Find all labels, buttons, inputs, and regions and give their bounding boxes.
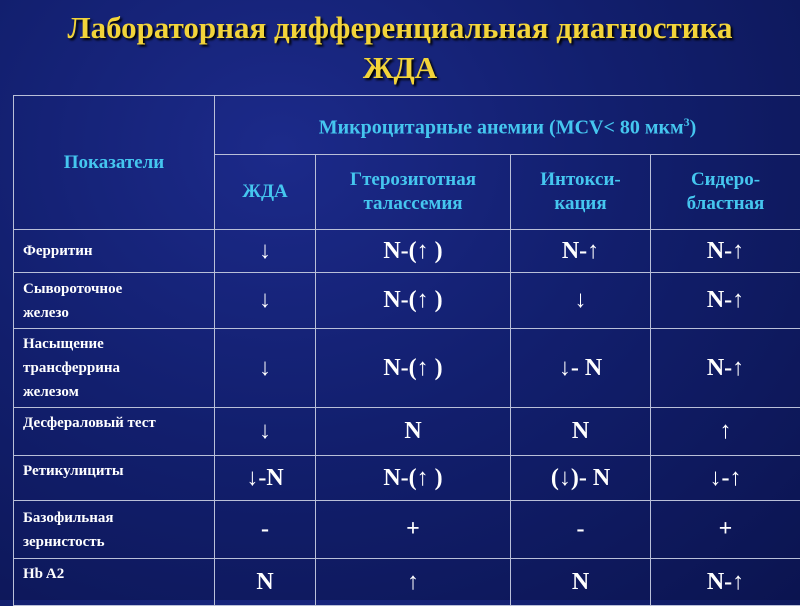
table-row bbox=[14, 501, 800, 559]
table-cell: - bbox=[511, 501, 651, 559]
table-cell: + bbox=[316, 501, 511, 559]
table-cell: N-(↑ ) bbox=[316, 230, 511, 273]
title-line-1: Лабораторная дифференциальная диагностика bbox=[0, 8, 800, 48]
table-row bbox=[14, 273, 800, 329]
row-label-line: Сывороточное bbox=[23, 277, 214, 301]
row-label-hb-a2 bbox=[14, 559, 215, 606]
table-cell: ↓-N bbox=[215, 456, 316, 501]
table-cell: N bbox=[511, 408, 651, 456]
table-cell: ↓ bbox=[215, 230, 316, 273]
row-label-line: железо bbox=[23, 301, 214, 325]
col-header-sideroblastic bbox=[651, 155, 800, 230]
table-row bbox=[14, 408, 800, 456]
table-cell: ↑ bbox=[316, 559, 511, 606]
row-label-line: Ферритин bbox=[23, 239, 214, 263]
table-cell: N-↑ bbox=[651, 559, 800, 606]
col-header-ida bbox=[215, 155, 316, 230]
table-cell: ↓ bbox=[511, 273, 651, 329]
table-row bbox=[14, 230, 800, 273]
table-cell: N-↑ bbox=[651, 230, 800, 273]
row-label-line: Hb A2 bbox=[23, 562, 214, 586]
col-header-line: бластная bbox=[651, 192, 800, 216]
table-cell: ↑ bbox=[651, 408, 800, 456]
col-header-line: Гтерозиготная bbox=[316, 168, 510, 192]
row-label-basophilic-stippling bbox=[14, 501, 215, 559]
row-label-line: Ретикулициты bbox=[23, 459, 214, 483]
table-cell: N-↑ bbox=[651, 273, 800, 329]
row-label-ferritin bbox=[14, 230, 215, 273]
group-header-text: Микроцитарные анемии (MCV< 80 мкм bbox=[319, 117, 684, 139]
title-line-2: ЖДА bbox=[0, 48, 800, 88]
table-cell: (↓)- N bbox=[511, 456, 651, 501]
microcytic-anemia-header bbox=[215, 96, 800, 155]
table-cell: ↓ bbox=[215, 408, 316, 456]
table-row bbox=[14, 456, 800, 501]
table-cell: N-(↑ ) bbox=[316, 273, 511, 329]
table-cell: ↓-↑ bbox=[651, 456, 800, 501]
row-label-line: зернистость bbox=[23, 530, 214, 554]
row-label-serum-iron bbox=[14, 273, 215, 329]
table-cell: N bbox=[511, 559, 651, 606]
diagnostics-table bbox=[13, 95, 800, 606]
col-header-line: Сидеро- bbox=[651, 168, 800, 192]
table-cell: N-↑ bbox=[511, 230, 651, 273]
slide-title bbox=[0, 8, 800, 88]
row-label-transferrin-saturation bbox=[14, 329, 215, 408]
table-cell: - bbox=[215, 501, 316, 559]
table-row bbox=[14, 559, 800, 606]
col-header-thalassemia bbox=[316, 155, 511, 230]
row-label-reticulocytes bbox=[14, 456, 215, 501]
header-row-group bbox=[14, 96, 800, 155]
row-label-line: Насыщение bbox=[23, 332, 214, 356]
col-header-line: кация bbox=[511, 192, 650, 216]
row-label-line: Базофильная bbox=[23, 506, 214, 530]
group-header-sup: 3 bbox=[684, 115, 690, 129]
col-header-line: Интокси- bbox=[511, 168, 650, 192]
row-label-desferal-test bbox=[14, 408, 215, 456]
col-header-line: ЖДА bbox=[215, 180, 315, 204]
table-cell: N bbox=[316, 408, 511, 456]
col-header-intoxication bbox=[511, 155, 651, 230]
table-cell: ↓- N bbox=[511, 329, 651, 408]
group-header-end: ) bbox=[690, 117, 697, 139]
table-cell: N-↑ bbox=[651, 329, 800, 408]
table-cell: + bbox=[651, 501, 800, 559]
table-cell: N bbox=[215, 559, 316, 606]
row-label-line: трансферрина bbox=[23, 356, 214, 380]
table-cell: N-(↑ ) bbox=[316, 329, 511, 408]
row-label-line: Десфераловый тест bbox=[23, 411, 214, 435]
indicators-header: Показатели bbox=[14, 96, 215, 230]
row-label-line: железом bbox=[23, 380, 214, 404]
table-row bbox=[14, 329, 800, 408]
col-header-line: талассемия bbox=[316, 192, 510, 216]
table-cell: ↓ bbox=[215, 273, 316, 329]
table-cell: ↓ bbox=[215, 329, 316, 408]
table-cell: N-(↑ ) bbox=[316, 456, 511, 501]
